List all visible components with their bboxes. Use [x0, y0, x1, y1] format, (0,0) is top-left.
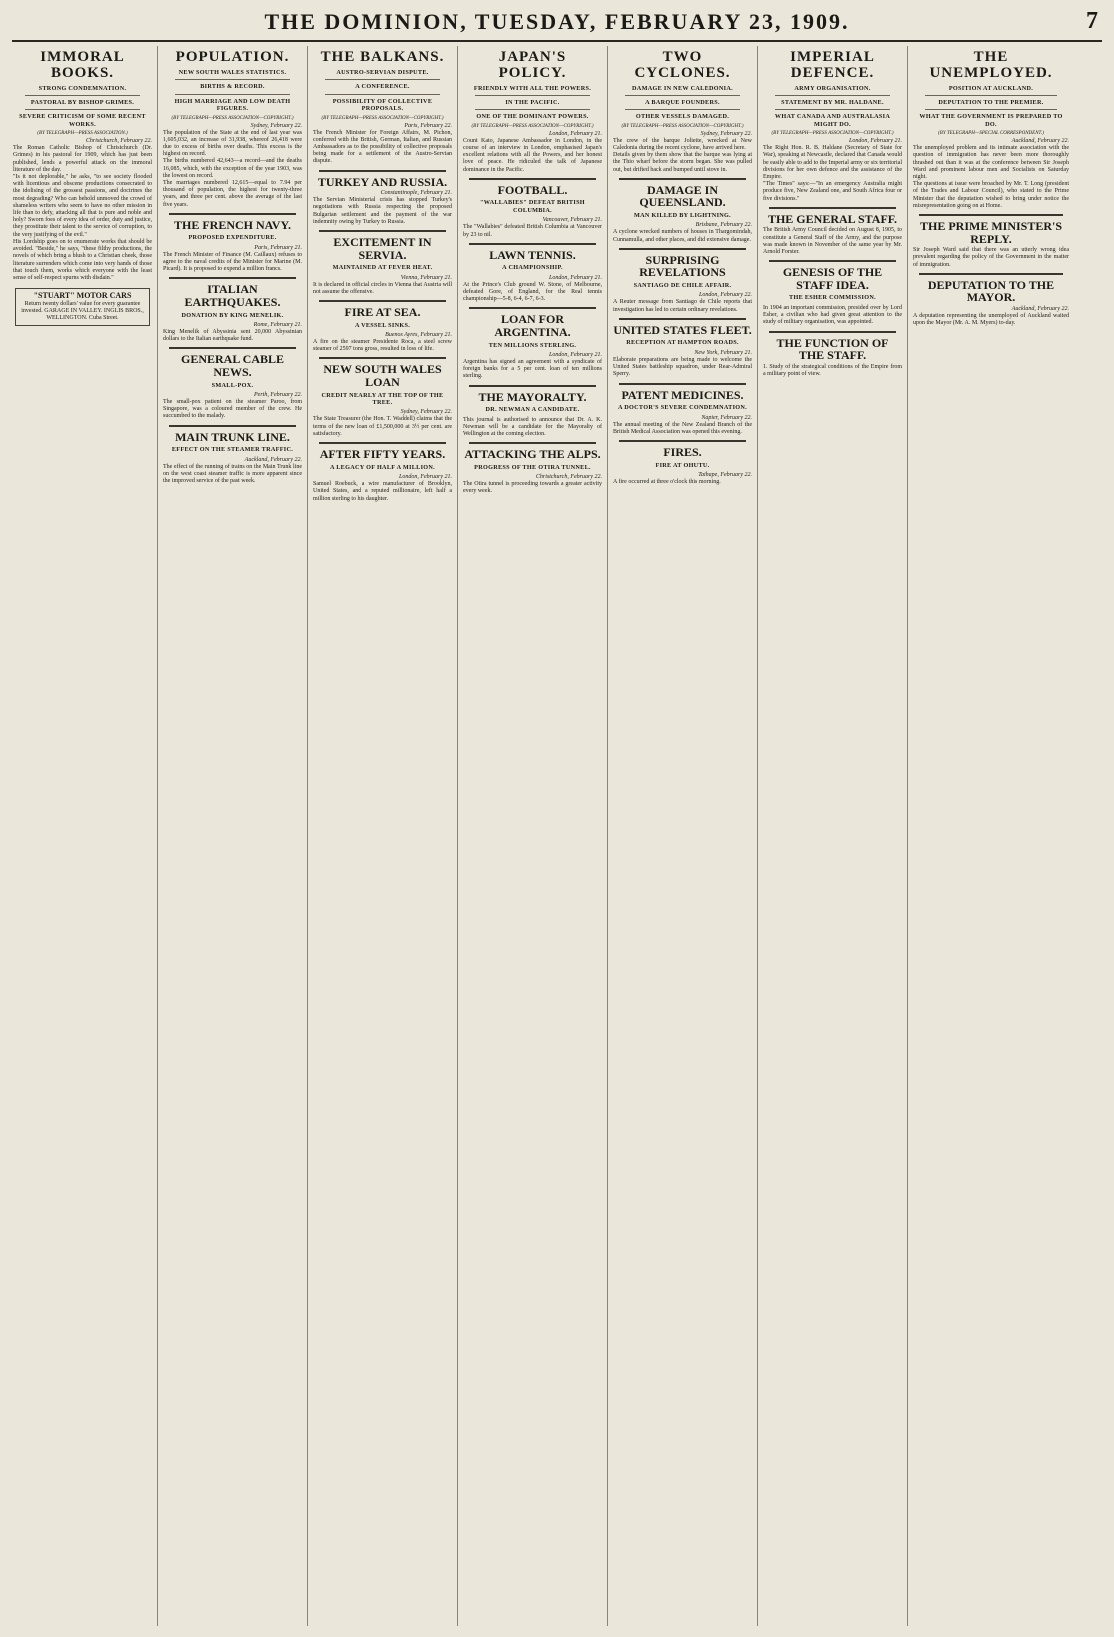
dateline: Auckland, February 22. — [1011, 138, 1069, 145]
column-heading: IMPERIAL DEFENCE. — [790, 49, 875, 81]
section-divider — [919, 214, 1063, 216]
section-dateline: Napier, February 22. — [701, 414, 752, 421]
section-dateline: Perth, February 22. — [254, 392, 302, 399]
section-divider — [619, 318, 746, 320]
column-heading: JAPAN'S POLICY. — [498, 49, 567, 81]
section-divider — [319, 300, 446, 302]
ad-heading: "STUART" MOTOR CARS — [33, 291, 132, 301]
article-paragraph: Details given by them show that the barque was lying at the Thio wharf before the storm began. She was pulled out, but drifted back and bumped until stove in. — [613, 152, 752, 173]
section-divider — [169, 347, 296, 349]
subheading: IN THE PACIFIC. — [505, 98, 560, 106]
section-dateline: Buenos Ayres, February 21. — [385, 331, 452, 338]
section-divider — [769, 331, 896, 333]
divider — [325, 94, 440, 95]
byline: (BY TELEGRAPH—PRESS ASSOCIATION—COPYRIGHT.) — [471, 123, 594, 129]
section-subheading: A VESSEL SINKS. — [354, 321, 411, 329]
section-text: The British Army Council decided on August 8, 1905, to constitute a General Staff of the Army, and the purpose was made known in November of the same year by Mr. Arnold Forster. — [763, 227, 902, 256]
divider — [175, 79, 290, 80]
article-paragraph: His Lordship goes on to enumerate works that should be avoided. "Beside," he says, "these filthy productions, the novels of which bring a blush to a Christian cheek, those literature surrenders which come into very hands of those that touch them, works which everyone with the least sense of self-respect spurns with disdain." — [13, 238, 152, 281]
section-heading: ATTACKING THE ALPS. — [464, 447, 601, 462]
section-dateline: Vancouver, February 21. — [542, 217, 602, 224]
dateline: Christchurch, February 22. — [85, 138, 152, 145]
section-subheading: DR. NEWMAN A CANDIDATE. — [485, 406, 580, 414]
column-6 — [758, 46, 908, 1626]
section-heading: GENESIS OF THE STAFF IDEA. — [782, 265, 883, 292]
section-text: A Reuter message from Santiago de Chile reports that investigation has led to certain ordinary revelations. — [613, 299, 752, 313]
section-subheading: MAINTAINED AT FEVER HEAT. — [332, 264, 433, 272]
article-paragraph: The crew of the barque Joliette, wrecked at New Caledonia during the recent cyclone, have arrived here. — [613, 137, 752, 152]
divider — [775, 95, 890, 96]
column-heading: IMMORAL BOOKS. — [40, 49, 125, 81]
section-subheading: A LEGACY OF HALF A MILLION. — [329, 463, 436, 471]
section-subheading: A DOCTOR'S SEVERE CONDEMNATION. — [617, 404, 748, 412]
section-divider — [469, 442, 596, 444]
subheading: DEPUTATION TO THE PREMIER. — [938, 98, 1044, 106]
section-dateline: Sydney, February 22. — [400, 409, 452, 416]
section-text: It is declared in official circles in Vienna that Austria will not assume the offensive. — [313, 281, 452, 295]
byline: (BY TELEGRAPH—PRESS ASSOCIATION—COPYRIGHT.) — [321, 115, 444, 121]
section-subheading: FIRE AT OHUTU. — [655, 461, 710, 469]
section-text: The annual meeting of the New Zealand Branch of the British Medical Association was opened this evening. — [613, 421, 752, 435]
masthead — [12, 6, 1102, 42]
section-subheading: "WALLABIES" DEFEAT BRITISH COLUMBIA. — [480, 199, 585, 214]
section-text: Sir Joseph Ward said that there was an utterly wrong idea prevalent regarding the policy of the Government in the matter of immigration. — [913, 247, 1069, 268]
column-heading: TWO CYCLONES. — [634, 49, 731, 81]
dateline: Paris, February 22. — [404, 122, 452, 129]
section-heading: FOOTBALL. — [497, 182, 568, 197]
section-heading: GENERAL CABLE NEWS. — [180, 352, 285, 379]
divider — [625, 109, 740, 110]
subheading: HIGH MARRIAGE AND LOW DEATH FIGURES. — [174, 97, 291, 113]
divider — [925, 109, 1057, 110]
divider — [925, 95, 1057, 96]
section-dateline: Auckland, February 22. — [1011, 306, 1069, 313]
section-text: King Menelik of Abyssinia sent 20,000 Abyssinian dollars to the Italian earthquake fund. — [163, 329, 302, 343]
ad-text: Return twenty dollars' value for every guarantee invested. GARAGE IN VALLEY. INGLIS BROS., WELLINGTON. Cuba Street. — [21, 301, 144, 322]
column-heading: THE UNEMPLOYED. — [929, 49, 1053, 81]
subheading: WHAT CANADA AND AUSTRALASIA MIGHT DO. — [774, 113, 891, 128]
section-heading: AFTER FIFTY YEARS. — [319, 447, 446, 462]
article-paragraph: "Is it not deplorable," he asks, "to see society flooded with licentious and obscene productions consecrated to the idolising of the grossest passions, and doctrines the most degrading? Who can behold unmoved the crowd of shameless writers who seem to have no other mission in life than to defy, attacking all that is pure and noble and holy? Sworn foes of every idea of order, duty and justice, they prostitute their talent to the service of corruption, to the very justifying of the evil." — [13, 174, 152, 238]
section-text: The "Wallabies" defeated British Columbia at Vancouver by 23 to nil. — [463, 224, 602, 238]
section-text: At the Prince's Club ground W. Stone, of Melbourne, defeated Gore, of England, for the Real tennis championship—5-8, 6-4, 6-7, 6-3. — [463, 281, 602, 303]
section-text: The Servian Ministerial crisis has stopped Turkey's negotiations with Russia respecting the proposed Bulgarian settlement and the payment of the war indemnity owing by Turkey to Russia. — [313, 197, 452, 225]
section-text: A fire occurred at three o'clock this morning. — [613, 479, 721, 485]
article-paragraph: The marriages numbered 12,615—equal to 7.94 per thousand of population, the highest for twenty-three years, and three per cent. above the average of the last five years. — [163, 179, 302, 208]
article-paragraph: The population of the State at the end of last year was 1,605,032, an increase of 31,938, whereof 26,418 were due to excess of births over deaths. This excess is the highest on record. — [163, 129, 302, 158]
subheading: A BARQUE FOUNDERS. — [645, 98, 720, 106]
section-text: In 1904 an important commission, presided over by Lord Esher, a civilian who had given great attention to the study of military organisation, was appointed. — [763, 304, 902, 326]
section-heading: UNITED STATES FLEET. — [613, 322, 752, 337]
column-heading: POPULATION. — [175, 49, 290, 65]
section-heading: DEPUTATION TO THE MAYOR. — [927, 277, 1055, 305]
section-subheading: PROGRESS OF THE OTIRA TUNNEL. — [474, 463, 591, 471]
divider — [475, 95, 590, 96]
subheading: AUSTRO-SERVIAN DISPUTE. — [336, 68, 429, 76]
column-2 — [158, 46, 308, 1626]
section-heading: THE FRENCH NAVY. — [173, 217, 292, 232]
section-divider — [619, 178, 746, 180]
section-dateline: New York, February 21. — [694, 349, 752, 356]
subheading: PASTORAL BY BISHOP GRIMES. — [30, 98, 135, 106]
subheading: SEVERE CRITICISM OF SOME RECENT WORKS. — [19, 113, 146, 128]
section-divider — [169, 213, 296, 215]
byline: (BY TELEGRAPH—PRESS ASSOCIATION—COPYRIGHT.) — [171, 115, 294, 121]
section-text: Samuel Roebuck, a wire manufacturer of Brooklyn, United States, and a reputed millionaire, left half a million sterling to his daughter. — [313, 481, 452, 502]
subheading: OTHER VESSELS DAMAGED. — [635, 113, 730, 121]
section-subheading: A CHAMPIONSHIP. — [502, 264, 563, 272]
section-divider — [919, 273, 1063, 275]
divider — [175, 94, 290, 95]
column-5 — [608, 46, 758, 1626]
section-divider — [469, 243, 596, 245]
section-text: 1. Study of the strategical conditions of the Empire from a military point of view. — [763, 363, 902, 377]
subheading: WHAT THE GOVERNMENT IS PREPARED TO DO. — [919, 113, 1063, 128]
section-divider — [319, 357, 446, 359]
section-heading: ITALIAN EARTHQUAKES. — [184, 282, 281, 309]
masthead-title: THE DOMINION, TUESDAY, FEBRUARY 23, 1909. — [264, 9, 850, 34]
column-3 — [308, 46, 458, 1626]
subheading: ARMY ORGANISATION. — [794, 84, 871, 92]
section-divider — [619, 383, 746, 385]
section-divider — [319, 442, 446, 444]
section-subheading: CREDIT NEARLY AT THE TOP OF THE TREE. — [321, 391, 444, 407]
subheading: STATEMENT BY MR. HALDANE. — [781, 98, 884, 106]
section-divider — [469, 307, 596, 309]
dateline: Sydney, February 22. — [250, 122, 302, 129]
section-divider — [769, 207, 896, 209]
subheading: POSITION AT AUCKLAND. — [948, 84, 1034, 92]
section-divider — [469, 178, 596, 180]
divider — [325, 79, 440, 80]
divider — [625, 95, 740, 96]
byline: (BY TELEGRAPH—PRESS ASSOCIATION.) — [37, 131, 128, 137]
section-dateline: Auckland, February 22. — [244, 456, 302, 463]
section-text: The French Minister of Finance (M. Caillaux) refuses to agree to the naval credits of the Minister for Marine (M. Picard). It is proposed to expend a million francs. — [163, 251, 302, 273]
advertisement — [15, 288, 150, 326]
section-subheading: SMALL-POX. — [211, 381, 254, 389]
section-dateline: London, February 22. — [699, 292, 752, 299]
section-text: The State Treasurer (the Hon. T. Waddell) claims that the terms of the new loan of £1,500,000 at 3½ per cent. are satisfactory. — [313, 416, 452, 437]
subheading: POSSIBILITY OF COLLECTIVE PROPOSALS. — [332, 97, 433, 113]
section-heading: PATENT MEDICINES. — [621, 387, 744, 402]
section-subheading: RECEPTION AT HAMPTON ROADS. — [626, 339, 739, 347]
section-divider — [169, 277, 296, 279]
column-heading: THE BALKANS. — [320, 49, 445, 65]
section-heading: THE MAYORALTY. — [478, 389, 587, 404]
section-heading: THE PRIME MINISTER'S REPLY. — [919, 219, 1063, 246]
section-heading: MAIN TRUNK LINE. — [175, 429, 290, 444]
section-text: The effect of the running of trains on the Main Trunk line on the west coast steamer traffic is more apparent since the improved service of the past week. — [163, 463, 302, 485]
section-heading: LOAN FOR ARGENTINA. — [494, 312, 571, 339]
section-text: Argentina has signed an agreement with a syndicate of foreign banks for a 5 per cent. loan of ten millions sterling. — [463, 358, 602, 380]
section-dateline: London, February 21. — [549, 274, 602, 281]
section-dateline: London, February 21. — [399, 474, 452, 481]
section-subheading: EFFECT ON THE STEAMER TRAFFIC. — [171, 446, 294, 454]
section-divider — [619, 248, 746, 250]
divider — [25, 95, 140, 96]
section-heading: TURKEY AND RUSSIA. — [317, 174, 448, 189]
article-paragraph: The Roman Catholic Bishop of Christchurch (Dr. Grimes) in his pastoral for 1909, which has just been published, lends a powerful attack on the immoral literature of the day. — [13, 145, 152, 173]
section-divider — [769, 260, 896, 262]
section-dateline: Brisbane, February 22. — [695, 222, 752, 229]
article-paragraph: The French Minister for Foreign Affairs, M. Pichon, conferred with the British, German, Italian, and Russian Ambassadors as to the possibility of collective proposals being made for a settlement of the Austro-Servian dispute. — [313, 129, 452, 165]
columns — [8, 46, 1108, 1626]
section-heading: FIRE AT SEA. — [344, 304, 421, 319]
subheading: BIRTHS & RECORD. — [200, 83, 265, 91]
section-text: A deputation representing the unemployed of Auckland waited upon the Mayor (Mr. A. M. Myers) to-day. — [913, 313, 1069, 327]
subheading: A CONFERENCE. — [355, 83, 410, 91]
column-7 — [908, 46, 1074, 1626]
section-dateline: London, February 21. — [549, 351, 602, 358]
byline: (BY TELEGRAPH—PRESS ASSOCIATION—COPYRIGHT.) — [771, 131, 894, 137]
section-divider — [619, 440, 746, 442]
section-dateline: Vienna, February 21. — [400, 274, 452, 281]
subheading: DAMAGE IN NEW CALEDONIA. — [632, 84, 733, 92]
byline: (BY TELEGRAPH—SPECIAL CORRESPONDENT.) — [938, 131, 1044, 137]
section-dateline: Christchurch, February 22. — [535, 474, 602, 481]
subheading: ONE OF THE DOMINANT POWERS. — [476, 113, 589, 121]
section-subheading: SANTIAGO DE CHILE AFFAIR. — [633, 282, 732, 290]
section-heading: DAMAGE IN QUEENSLAND. — [639, 182, 726, 210]
section-subheading: DONATION BY KING MENELIK. — [181, 311, 284, 319]
section-subheading: TEN MILLIONS STERLING. — [488, 341, 577, 349]
subheading: STRONG CONDEMNATION. — [38, 84, 127, 92]
section-dateline: Rome, February 21. — [253, 322, 302, 328]
section-text: A fire on the steamer Presidente Roca, a steel screw steamer of 2597 tons gross, resulted in loss of life. — [313, 338, 452, 353]
subheading: FRIENDLY WITH ALL THE POWERS. — [473, 84, 592, 92]
divider — [25, 109, 140, 110]
section-heading: NEW SOUTH WALES LOAN — [323, 362, 442, 389]
section-heading: FIRES. — [663, 444, 702, 459]
section-dateline: Paris, February 21. — [254, 244, 302, 251]
section-subheading: MAN KILLED BY LIGHTNING. — [633, 212, 732, 220]
section-text: A cyclone wrecked numbers of houses in Thargomindah, Cunnamulla, and other places, and did extensive damage. — [613, 229, 752, 243]
section-heading: LAWN TENNIS. — [489, 247, 576, 262]
article-paragraph: The questions at issue were broached by Mr. T. Long (president of the Trades and Labour Council), who stated to the Prime Minister that the deputation wished to bring under notice the misrepresentation going on at Home. — [913, 181, 1069, 209]
section-heading: SURPRISING REVELATIONS — [639, 252, 726, 280]
section-heading: THE FUNCTION OF THE STAFF. — [776, 335, 889, 363]
divider — [775, 109, 890, 110]
divider — [475, 109, 590, 110]
section-dateline: Taihape, February 22. — [698, 472, 752, 478]
article-paragraph: The unemployed problem and its intimate association with the question of immigration has never been more thoroughly thrashed out than it was at the conference between Sir Joseph Ward and prominent labour men and Socialists on Saturday night. — [913, 145, 1069, 181]
section-heading: THE GENERAL STAFF. — [767, 211, 898, 226]
dateline: London, February 21. — [549, 130, 602, 137]
section-text: The Otira tunnel is proceeding towards a greater activity every week. — [463, 481, 602, 495]
article-paragraph: "The Times" says:—"In an emergency Australia might produce five, New Zealand one, and South Africa four or five divisions." — [763, 181, 902, 202]
article-paragraph: The births numbered 42,643—a record—and the deaths 16,085, which, with the exception of the year 1903, was the lowest on record. — [163, 158, 302, 179]
byline: (BY TELEGRAPH—PRESS ASSOCIATION—COPYRIGHT.) — [621, 123, 744, 129]
column-1 — [8, 46, 158, 1626]
section-text: Elaborate preparations are being made to welcome the United States battleship squadron, under Rear-Admiral Sperry. — [613, 356, 752, 378]
subheading: NEW SOUTH WALES STATISTICS. — [178, 68, 287, 76]
section-divider — [469, 385, 596, 387]
section-text: The small-pox patient on the steamer Paroo, from Singapore, was a coloured member of the crew. He succumbed to the malady. — [163, 399, 302, 420]
section-subheading: THE ESHER COMMISSION. — [789, 294, 876, 302]
section-divider — [169, 425, 296, 427]
section-dateline: Constantinople, February 21. — [380, 190, 452, 197]
article-paragraph: The Right Hon. R. B. Haldane (Secretary of State for War), speaking at Newcastle, declared that Canada would be easily able to add to the Imperial army or six territorial divisions for her own defence and the assistance of the Empire. — [763, 145, 902, 181]
section-divider — [319, 170, 446, 172]
column-4 — [458, 46, 608, 1626]
section-heading: EXCITEMENT IN SERVIA. — [333, 234, 432, 262]
dateline: London, February 21. — [849, 138, 902, 145]
section-text: This journal is authorised to announce that Dr. A. K. Newman will be a candidate for the Mayoralty of Wellington at the coming election. — [463, 416, 602, 438]
section-divider — [319, 230, 446, 232]
dateline: Sydney, February 22. — [700, 130, 752, 137]
page-number: 7 — [1086, 8, 1098, 34]
article-paragraph: Count Kato, Japanese Ambassador in London, in the course of an interview in London, emphasised Japan's excellent relations with all the Powers, and her honest love of peace. He ridiculed the talk of Japanese dominance in the Pacific. — [463, 137, 602, 173]
section-subheading: PROPOSED EXPENDITURE. — [188, 234, 277, 242]
